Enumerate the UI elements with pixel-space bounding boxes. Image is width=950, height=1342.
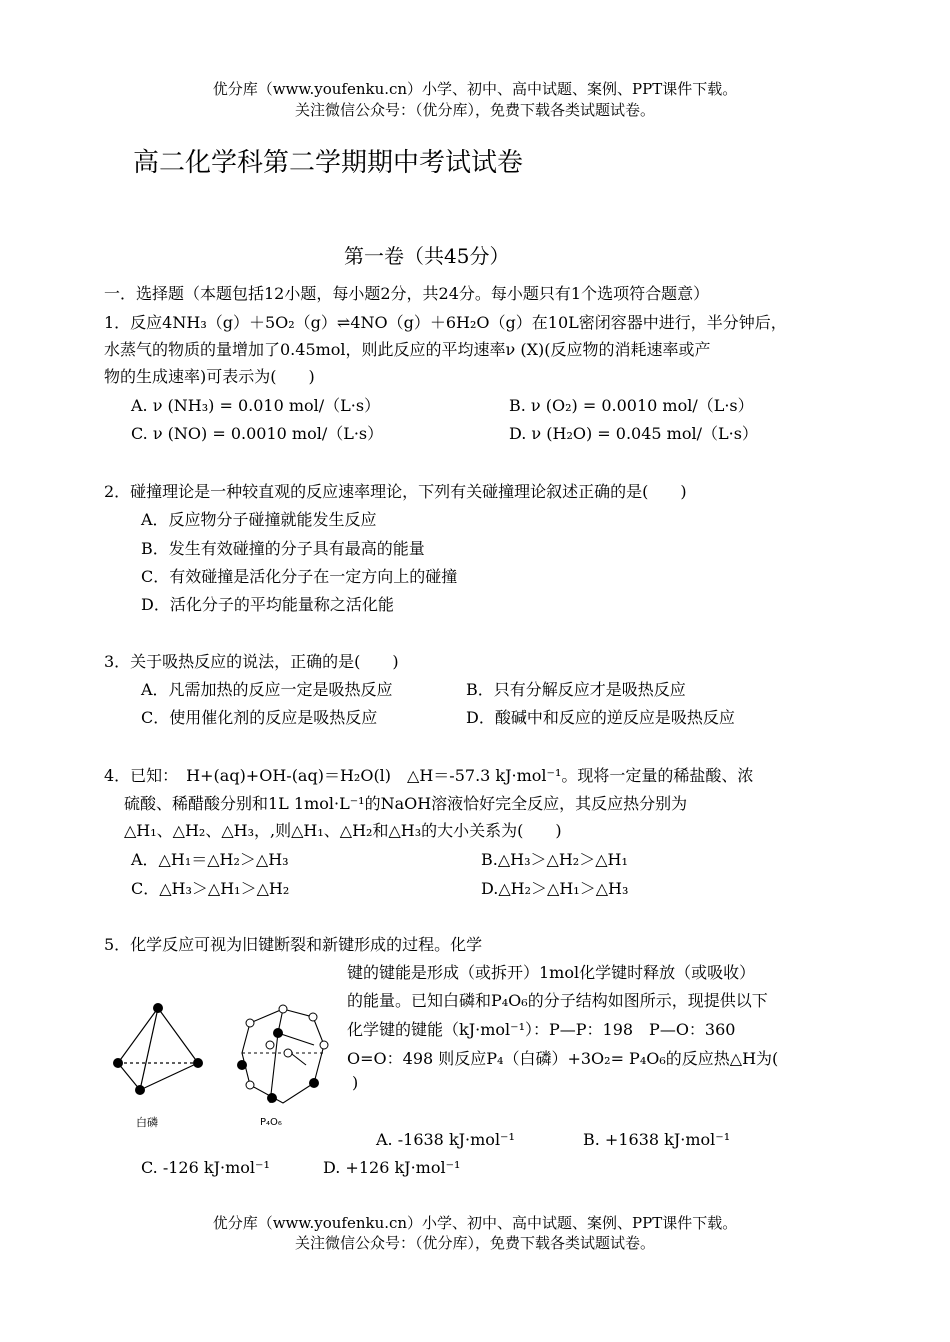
q2-option-b: B．发生有效碰撞的分子具有最高的能量 <box>141 539 425 558</box>
q1-line-3: 物的生成速率)可表示为( ) <box>104 367 315 386</box>
part-heading: 一．选择题（本题包括12小题，每小题2分，共24分。每小题只有1个选项符合题意） <box>104 284 710 303</box>
q4-line-3: △H₁、△H₂、△H₃，,则△H₁、△H₂和△H₃的大小关系为( ) <box>124 821 562 840</box>
q4-line-1: 4．已知： H+(aq)+OH-(aq)＝H₂O(l) △H＝-57.3 kJ·mol⁻¹。现将一定量的稀盐酸、浓 <box>104 766 754 785</box>
q1-line-2: 水蒸气的物质的量增加了0.45mol，则此反应的平均速率ν (X)(反应物的消耗速率或产 <box>104 340 711 359</box>
header-line-2: 关注微信公众号：（优分库），免费下载各类试题试卷。 <box>294 101 655 119</box>
q4-option-d: D.△H₂＞△H₁＞△H₃ <box>481 879 629 898</box>
footer-line-2: 关注微信公众号：（优分库），免费下载各类试题试卷。 <box>294 1234 655 1252</box>
q2-stem: 2．碰撞理论是一种较直观的反应速率理论，下列有关碰撞理论叙述正确的是( ) <box>104 482 687 501</box>
q5-line-5: O=O：498 则反应P₄（白磷）+3O₂= P₄O₆的反应热△H为( <box>347 1049 779 1068</box>
q5-line-4: 化学键的键能（kJ·mol⁻¹）：P—P：198 P—O：360 <box>347 1020 736 1039</box>
page-title: 高二化学科第二学期期中考试试卷 <box>133 148 524 178</box>
q5-line-3: 的能量。已知白磷和P₄O₆的分子结构如图所示，现提供以下 <box>347 991 768 1010</box>
q4-option-c: C．△H₃＞△H₁＞△H₂ <box>131 879 290 898</box>
q3-stem: 3．关于吸热反应的说法，正确的是( ) <box>104 652 399 671</box>
q5-line-2: 键的键能是形成（或拆开）1mol化学键时释放（或吸收） <box>347 963 756 982</box>
p4o6-figure <box>236 1003 331 1108</box>
q1-option-c: C. ν (NO) = 0.0010 mol/（L·s） <box>131 424 384 443</box>
q5-option-d: D. +126 kJ·mol⁻¹ <box>323 1158 461 1177</box>
q1-option-a: A. ν (NH₃) = 0.010 mol/（L·s） <box>131 396 381 415</box>
q3-option-b: B．只有分解反应才是吸热反应 <box>466 680 686 699</box>
q4-option-b: B.△H₃＞△H₂＞△H₁ <box>481 850 628 869</box>
white-phosphorus-figure <box>108 998 213 1098</box>
q3-option-d: D．酸碱中和反应的逆反应是吸热反应 <box>466 708 735 727</box>
q5-option-a: A. -1638 kJ·mol⁻¹ <box>376 1130 515 1149</box>
q5-line-6: ) <box>352 1073 359 1092</box>
q2-option-d: D．活化分子的平均能量称之活化能 <box>141 595 394 614</box>
q4-line-2: 硫酸、稀醋酸分别和1L 1mol·L⁻¹的NaOH溶液恰好完全反应，其反应热分别为 <box>124 794 688 813</box>
q3-option-a: A．凡需加热的反应一定是吸热反应 <box>141 680 393 699</box>
header-line-1: 优分库（www.youfenku.cn）小学、初中、高中试题、案例、PPT课件下载。 <box>212 80 738 98</box>
q1-option-b: B. ν (O₂) = 0.0010 mol/（L·s） <box>509 396 754 415</box>
p4o6-label: P₄O₆ <box>260 1117 282 1128</box>
q1-option-d: D. ν (H₂O) = 0.045 mol/（L·s） <box>509 424 758 443</box>
q2-option-c: C．有效碰撞是活化分子在一定方向上的碰撞 <box>141 567 458 586</box>
q2-option-a: A．反应物分子碰撞就能发生反应 <box>141 510 377 529</box>
q5-option-c: C. -126 kJ·mol⁻¹ <box>141 1158 270 1177</box>
q5-option-b: B. +1638 kJ·mol⁻¹ <box>583 1130 731 1149</box>
section-title: 第一卷（共45分） <box>344 244 510 268</box>
q5-line-1: 5．化学反应可视为旧键断裂和新键形成的过程。化学 <box>104 935 483 954</box>
footer-line-1: 优分库（www.youfenku.cn）小学、初中、高中试题、案例、PPT课件下载。 <box>212 1214 738 1232</box>
q4-option-a: A．△H₁＝△H₂＞△H₃ <box>131 850 289 869</box>
q3-option-c: C．使用催化剂的反应是吸热反应 <box>141 708 378 727</box>
q1-line-1: 1．反应4NH₃（g）＋5O₂（g）⇌4NO（g）＋6H₂O（g）在10L密闭容器中进行，半分钟后， <box>104 313 787 332</box>
white-phosphorus-label: 白磷 <box>136 1116 158 1129</box>
